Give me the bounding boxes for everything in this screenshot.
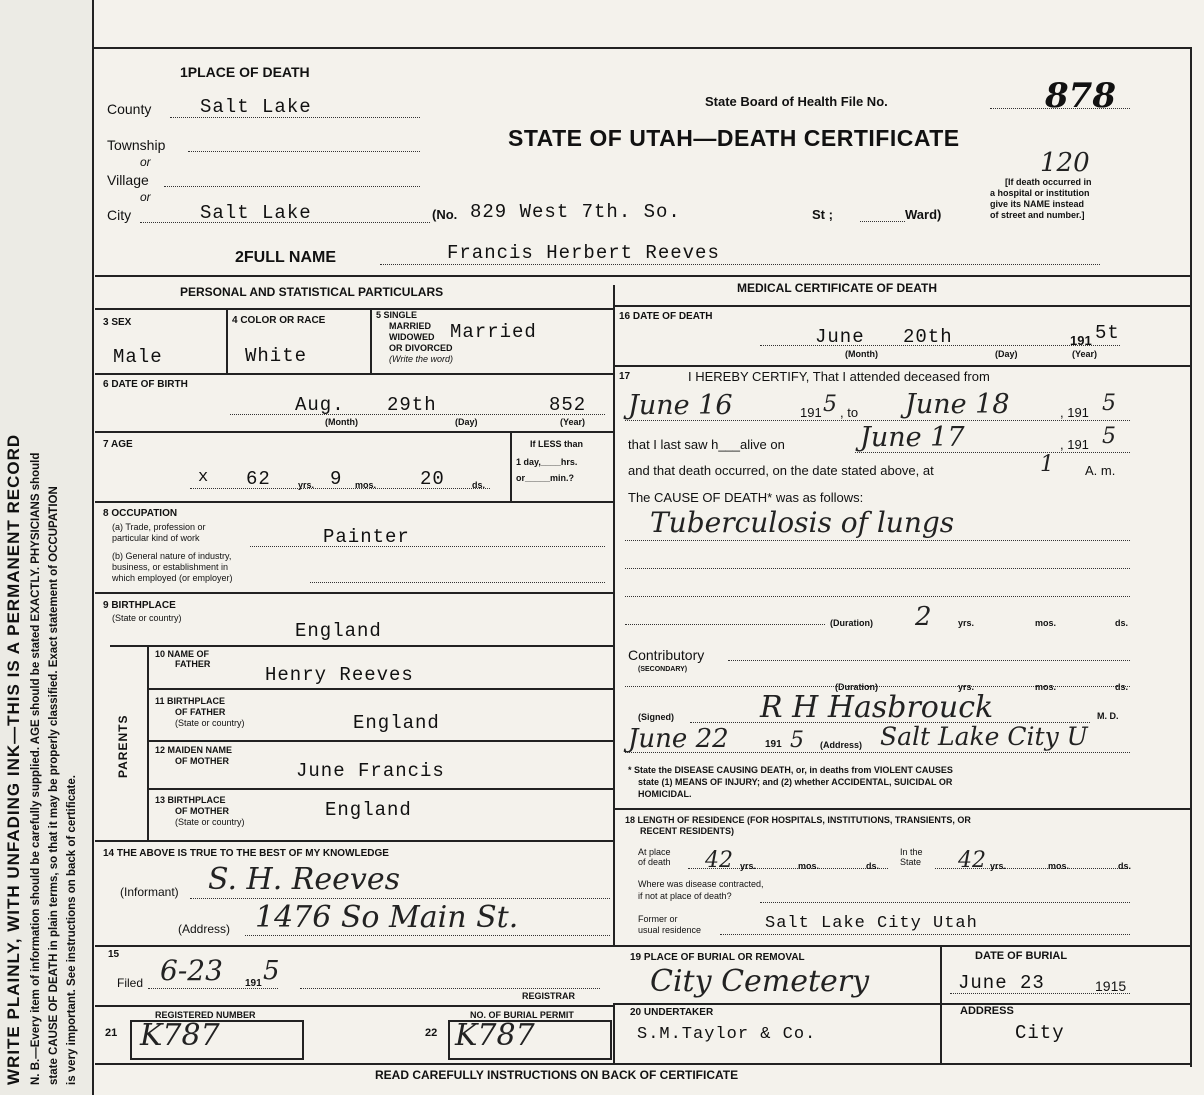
in-state-label-1: In the [900, 847, 923, 857]
occupation-b-3: which employed (or employer) [112, 573, 233, 583]
county-value: Salt Lake [200, 96, 312, 118]
left-margin-instructions [0, 0, 94, 1095]
dob-day-caption: (Day) [455, 417, 478, 427]
footnote-2: state (1) MEANS OF INJURY; and (2) whether ACCIDENTAL, SUICIDAL OR [638, 777, 953, 787]
dob-month-caption: (Month) [325, 417, 358, 427]
in-state-label-2: State [900, 857, 922, 867]
occupation-b-1: (b) General nature of industry, [112, 551, 232, 561]
father-birthplace-value: England [353, 712, 440, 734]
at-place-yrs: yrs. [740, 861, 757, 871]
father-label-2: FATHER [175, 659, 211, 669]
contributory-label: Contributory [628, 647, 705, 663]
contracted-label-2: if not at place of death? [638, 891, 732, 901]
birthplace-sub: (State or country) [112, 613, 182, 623]
physician-address: Salt Lake City U [880, 722, 1088, 751]
hospital-note-3: give its NAME instead [990, 199, 1085, 209]
residence-label-2: RECENT RESIDENTS) [640, 826, 735, 836]
dod-day-caption: (Day) [995, 349, 1018, 359]
signature-year: 191 [765, 739, 782, 750]
contributory-duration: (Duration) [835, 682, 878, 692]
attended-from-year: 191 [800, 405, 822, 420]
county-label: County [107, 101, 152, 117]
city-label: City [107, 207, 132, 223]
above-true-label: 14 THE ABOVE IS TRUE TO THE BEST OF MY KNOWLEDGE [103, 848, 389, 859]
informant-address: 1476 So Main St. [255, 900, 519, 935]
occupation-a-1: (a) Trade, profession or [112, 522, 206, 532]
right-border [1190, 47, 1192, 1067]
filed-label: Filed [117, 976, 144, 990]
in-state-ds: ds. [1118, 861, 1132, 871]
dob-year: 852 [549, 394, 587, 416]
full-name-value: Francis Herbert Reeves [447, 242, 720, 264]
medical-heading: MEDICAL CERTIFICATE OF DEATH [737, 281, 937, 295]
burial-date-label: DATE OF BURIAL [975, 950, 1068, 962]
physician-address-label: (Address) [820, 740, 863, 750]
md-label: M. D. [1097, 711, 1119, 721]
color-label: 4 COLOR OR RACE [232, 315, 326, 326]
attended-to-year: , 191 [1060, 405, 1089, 420]
filed-year-digit: 5 [263, 956, 280, 986]
at-place-ds: ds. [866, 861, 880, 871]
last-saw-text: that I last saw h___alive on [628, 437, 785, 452]
registered-number-label: REGISTERED NUMBER [155, 1010, 256, 1020]
age-label: 7 AGE [103, 439, 133, 450]
file-number-label: State Board of Health File No. [705, 94, 888, 109]
place-of-death-heading: 1PLACE OF DEATH [180, 64, 310, 80]
personal-heading: PERSONAL AND STATISTICAL PARTICULARS [180, 285, 444, 299]
former-residence-label-2: usual residence [638, 925, 702, 935]
attended-to-year-digit: 5 [1102, 391, 1116, 416]
hospital-note-1: [If death occurred in [1005, 177, 1092, 187]
marital-label-1: 5 SINGLE [376, 310, 418, 320]
occupation-a-2: particular kind of work [112, 533, 200, 543]
burial-place-value: City Cemetery [650, 964, 870, 999]
mother-birthplace-3: (State or country) [175, 817, 245, 827]
duration-mos: mos. [1035, 618, 1057, 628]
attended-to-date: June 18 [905, 389, 1010, 420]
sidebar-line-1: WRITE PLAINLY, WITH UNFADING INK—THIS IS A PERMANENT RECORD [4, 433, 23, 1085]
age-yrs-caption: yrs. [298, 480, 315, 490]
attended-to-label: , to [840, 405, 859, 420]
in-state-years: 42 [958, 848, 986, 873]
undertaker-value: S.M.Taylor & Co. [637, 1025, 817, 1044]
age-x-mark: x [198, 468, 210, 487]
duration-label: (Duration) [830, 618, 873, 628]
last-saw-date: June 17 [860, 422, 965, 453]
attended-from-year-digit: 5 [823, 392, 837, 417]
parents-label: PARENTS [116, 714, 130, 778]
hospital-note-2: a hospital or institution [990, 188, 1090, 198]
death-occurred-hour: 1 [1040, 452, 1054, 477]
less-than-1: If LESS than [530, 439, 584, 449]
hospital-note-4: of street and number.] [990, 210, 1085, 220]
marital-value: Married [450, 321, 537, 343]
birthplace-label: 9 BIRTHPLACE [103, 600, 176, 611]
sidebar-line-3: state CAUSE OF DEATH in plain terms, so that it may be properly classified. Exact statement of OCCUPATION [48, 486, 60, 1085]
signature-date: June 22 [628, 724, 729, 754]
in-state-mos: mos. [1048, 861, 1070, 871]
age-months: 9 [330, 468, 343, 490]
undertaker-address-label: ADDRESS [960, 1005, 1014, 1017]
date-of-death-year-tail: 5t [1095, 322, 1120, 344]
certificate-title: STATE OF UTAH—DEATH CERTIFICATE [508, 125, 960, 151]
footnote-3: HOMICIDAL. [638, 789, 692, 799]
township-label: Township [107, 137, 166, 153]
filed-number: 15 [108, 949, 120, 960]
dob-day: 29th [387, 394, 437, 416]
last-saw-year: , 191 [1060, 437, 1089, 452]
father-birthplace-2: OF FATHER [175, 707, 226, 717]
marital-label-3: WIDOWED [389, 332, 435, 342]
mother-birthplace-value: England [325, 799, 412, 821]
at-place-label-2: of death [638, 857, 671, 867]
burial-date-value: June 23 [958, 972, 1045, 994]
burial-permit-label: NO. OF BURIAL PERMIT [470, 1010, 574, 1020]
former-residence-value: Salt Lake City Utah [765, 914, 978, 933]
marital-label-2: MARRIED [389, 321, 431, 331]
signed-label: (Signed) [638, 712, 674, 722]
contributory-ds: ds. [1115, 682, 1129, 692]
contributory-yrs: yrs. [958, 682, 975, 692]
attended-from-date: June 16 [628, 390, 733, 421]
footnote-1: * State the DISEASE CAUSING DEATH, or, in deaths from VIOLENT CAUSES [628, 765, 953, 775]
marital-label-4: OR DIVORCED [389, 343, 453, 353]
or-label-2: or [140, 190, 151, 204]
registered-number-value: K787 [140, 1018, 220, 1053]
registrar-label: REGISTRAR [522, 991, 576, 1001]
footer-instructions: READ CAREFULLY INSTRUCTIONS ON BACK OF CERTIFICATE [375, 1068, 739, 1082]
filed-year: 191 [245, 978, 262, 989]
cause-of-death-label: The CAUSE OF DEATH* was as follows: [628, 490, 864, 505]
birthplace-value: England [295, 620, 382, 642]
dob-label: 6 DATE OF BIRTH [103, 379, 188, 390]
marital-label-5: (Write the word) [389, 354, 454, 364]
registered-number-prefix: 21 [105, 1027, 118, 1039]
age-mos-caption: mos. [355, 480, 377, 490]
dob-year-caption: (Year) [560, 417, 586, 427]
date-of-death-year: 191 [1070, 333, 1092, 348]
certify-text: I HEREBY CERTIFY, That I attended deceased from [688, 369, 990, 384]
filed-date: 6-23 [160, 954, 223, 987]
sidebar-line-4: is very important. See instructions on back of certificate. [66, 775, 78, 1085]
city-value: Salt Lake [200, 202, 312, 224]
signature-year-digit: 5 [790, 728, 804, 753]
less-than-3: or_____min.? [516, 473, 575, 483]
village-label: Village [107, 172, 149, 188]
mother-value: June Francis [296, 760, 445, 782]
undertaker-label: 20 UNDERTAKER [630, 1007, 714, 1018]
father-birthplace-1: 11 BIRTHPLACE [155, 696, 226, 706]
item-17-number: 17 [619, 371, 631, 382]
sex-label: 3 SEX [103, 317, 132, 328]
in-state-yrs: yrs. [990, 861, 1007, 871]
duration-ds: ds. [1115, 618, 1129, 628]
dod-year-caption: (Year) [1072, 349, 1098, 359]
at-place-label-1: At place [638, 847, 671, 857]
at-place-years: 42 [705, 848, 733, 873]
contracted-label-1: Where was disease contracted, [638, 879, 764, 889]
age-days: 20 [420, 468, 445, 490]
top-border [92, 47, 1192, 49]
at-place-mos: mos. [798, 861, 820, 871]
burial-date-year: 1915 [1095, 978, 1127, 994]
dob-month: Aug. [295, 394, 345, 416]
death-occurred-meridiem: A. m. [1085, 463, 1116, 478]
street-number-label: (No. [432, 207, 458, 222]
informant-address-label: (Address) [178, 922, 231, 936]
sex-value: Male [113, 346, 163, 368]
duration-yrs: yrs. [958, 618, 975, 628]
informant-label: (Informant) [120, 885, 179, 899]
color-value: White [245, 345, 308, 367]
date-of-death-day: 20th [903, 326, 953, 348]
undertaker-address-value: City [1015, 1022, 1065, 1044]
burial-permit-prefix: 22 [425, 1027, 438, 1039]
full-name-label: 2FULL NAME [235, 249, 337, 266]
dod-month-caption: (Month) [845, 349, 878, 359]
father-birthplace-3: (State or country) [175, 718, 245, 728]
burial-permit-value: K787 [455, 1018, 535, 1053]
residence-label-1: 18 LENGTH OF RESIDENCE (FOR HOSPITALS, INSTITUTIONS, TRANSIENTS, OR [625, 815, 971, 825]
informant-signature: S. H. Reeves [208, 862, 400, 897]
occupation-label: 8 OCCUPATION [103, 508, 178, 519]
occupation-b-2: business, or establishment in [112, 562, 229, 572]
sidebar-line-2: N. B.—Every item of information should be carefully supplied. AGE should be stated EXACTLY. PHYSICIANS should [30, 452, 42, 1085]
contributory-mos: mos. [1035, 682, 1057, 692]
death-occurred-text: and that death occurred, on the date stated above, at [628, 463, 934, 478]
date-of-death-label: 16 DATE OF DEATH [619, 311, 713, 322]
street-label: St ; [812, 207, 833, 222]
duration-value: 2 [915, 602, 932, 632]
father-label-1: 10 NAME OF [155, 649, 210, 659]
age-years: 62 [246, 468, 271, 490]
last-saw-year-digit: 5 [1102, 424, 1116, 449]
mother-birthplace-2: OF MOTHER [175, 806, 229, 816]
physician-signature: R H Hasbrouck [760, 690, 994, 725]
burial-place-label: 19 PLACE OF BURIAL OR REMOVAL [630, 952, 805, 963]
mother-label-2: OF MOTHER [175, 756, 229, 766]
cause-of-death-value: Tuberculosis of lungs [650, 506, 955, 539]
street-value: 829 West 7th. So. [470, 201, 681, 223]
or-label-1: or [140, 155, 151, 169]
mother-label-1: 12 MAIDEN NAME [155, 745, 233, 755]
less-than-2: 1 day,____hrs. [516, 457, 578, 467]
age-ds-caption: ds. [472, 480, 486, 490]
occupation-value: Painter [323, 526, 410, 548]
ward-label: Ward) [905, 207, 942, 222]
file-number-value: 878 [1045, 76, 1116, 116]
secondary-label: (SECONDARY) [638, 666, 688, 673]
handwritten-120: 120 [1040, 148, 1090, 178]
former-residence-label-1: Former or [638, 914, 678, 924]
mother-birthplace-1: 13 BIRTHPLACE [155, 795, 226, 805]
date-of-death-month: June [815, 326, 865, 348]
father-value: Henry Reeves [265, 664, 414, 686]
